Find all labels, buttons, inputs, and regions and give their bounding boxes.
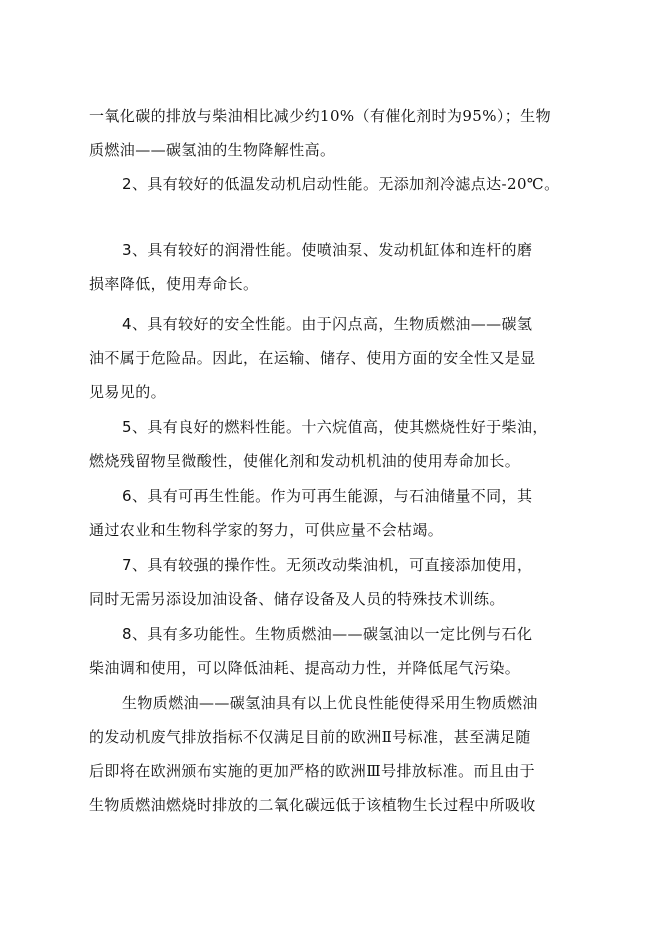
paragraph-text: 一氧化碳的排放与柴油相比减少约10%（有催化剂时为95%）；生物 xyxy=(89,107,551,125)
paragraph-text: 燃烧残留物呈微酸性，使催化剂和发动机机油的使用寿命加长。 xyxy=(89,452,521,470)
paragraph-text: 损率降低，使用寿命长。 xyxy=(89,275,259,293)
text-line xyxy=(122,240,532,260)
text-line xyxy=(89,520,443,540)
paragraph-lead: 5、具有良好的燃料性能。 xyxy=(122,418,302,436)
paragraph-text: 柴油调和使用，可以降低油耗、提高动力性，并降低尾气污染。 xyxy=(89,659,521,677)
paragraph-text: 作为可再生能源，与石油储量不同，其 xyxy=(270,487,533,505)
text-line xyxy=(89,274,258,294)
text-line xyxy=(122,693,538,713)
text-line xyxy=(122,314,532,334)
text-line xyxy=(122,555,532,575)
paragraph-text: 油不属于危险品。因此，在运输、储存、使用方面的安全性又是显 xyxy=(89,349,536,367)
paragraph-text: 见易见的。 xyxy=(89,383,167,401)
paragraph-text: 的发动机废气排放指标不仅满足目前的欧洲Ⅱ号标准，甚至满足随 xyxy=(89,728,531,746)
paragraph-text: 生物质燃油——碳氢油以一定比例与石化 xyxy=(255,625,533,643)
text-line xyxy=(122,486,532,506)
text-line xyxy=(122,174,560,194)
text-line xyxy=(89,382,166,402)
text-line xyxy=(89,106,551,126)
text-line xyxy=(122,417,548,437)
paragraph-text: 无须改动柴油机，可直接添加使用， xyxy=(285,556,533,574)
paragraph-text: 生物质燃油燃烧时排放的二氧化碳远低于该植物生长过程中所吸收 xyxy=(89,796,536,814)
paragraph-lead: 4、具有较好的安全性能。 xyxy=(122,315,302,333)
text-line xyxy=(122,624,532,644)
text-line xyxy=(89,727,531,747)
text-line xyxy=(89,658,520,678)
paragraph-text: 十六烷值高，使其燃烧性好于柴油， xyxy=(301,418,548,436)
text-line xyxy=(89,451,520,471)
text-line xyxy=(89,140,335,160)
paragraph-text: 质燃油——碳氢油的生物降解性高。 xyxy=(89,141,336,159)
paragraph-lead: 7、具有较强的操作性。 xyxy=(122,556,286,574)
paragraph-text: 使喷油泵、发动机缸体和连杆的磨 xyxy=(301,241,533,259)
paragraph-text: 后即将在欧洲颁布实施的更加严格的欧洲Ⅲ号排放标准。而且由于 xyxy=(89,762,536,780)
text-line xyxy=(89,589,505,609)
text-line xyxy=(89,795,536,815)
paragraph-lead: 6、具有可再生性能。 xyxy=(122,487,271,505)
paragraph-lead: 8、具有多功能性。 xyxy=(122,625,256,643)
text-line xyxy=(89,348,536,368)
text-line xyxy=(89,761,535,781)
paragraph-text: 无添加剂冷滤点达-20℃。 xyxy=(378,175,560,193)
paragraph-lead: 2、具有较好的低温发动机启动性能。 xyxy=(122,175,379,193)
paragraph-text: 由于闪点高，生物质燃油——碳氢 xyxy=(301,315,533,333)
paragraph-text: 同时无需另添设加油设备、储存设备及人员的特殊技术训练。 xyxy=(89,590,505,608)
paragraph-text: 通过农业和生物科学家的努力，可供应量不会枯竭。 xyxy=(89,521,444,539)
paragraph-lead: 3、具有较好的润滑性能。 xyxy=(122,241,302,259)
paragraph-text: 生物质燃油——碳氢油具有以上优良性能使得采用生物质燃油 xyxy=(122,694,538,712)
